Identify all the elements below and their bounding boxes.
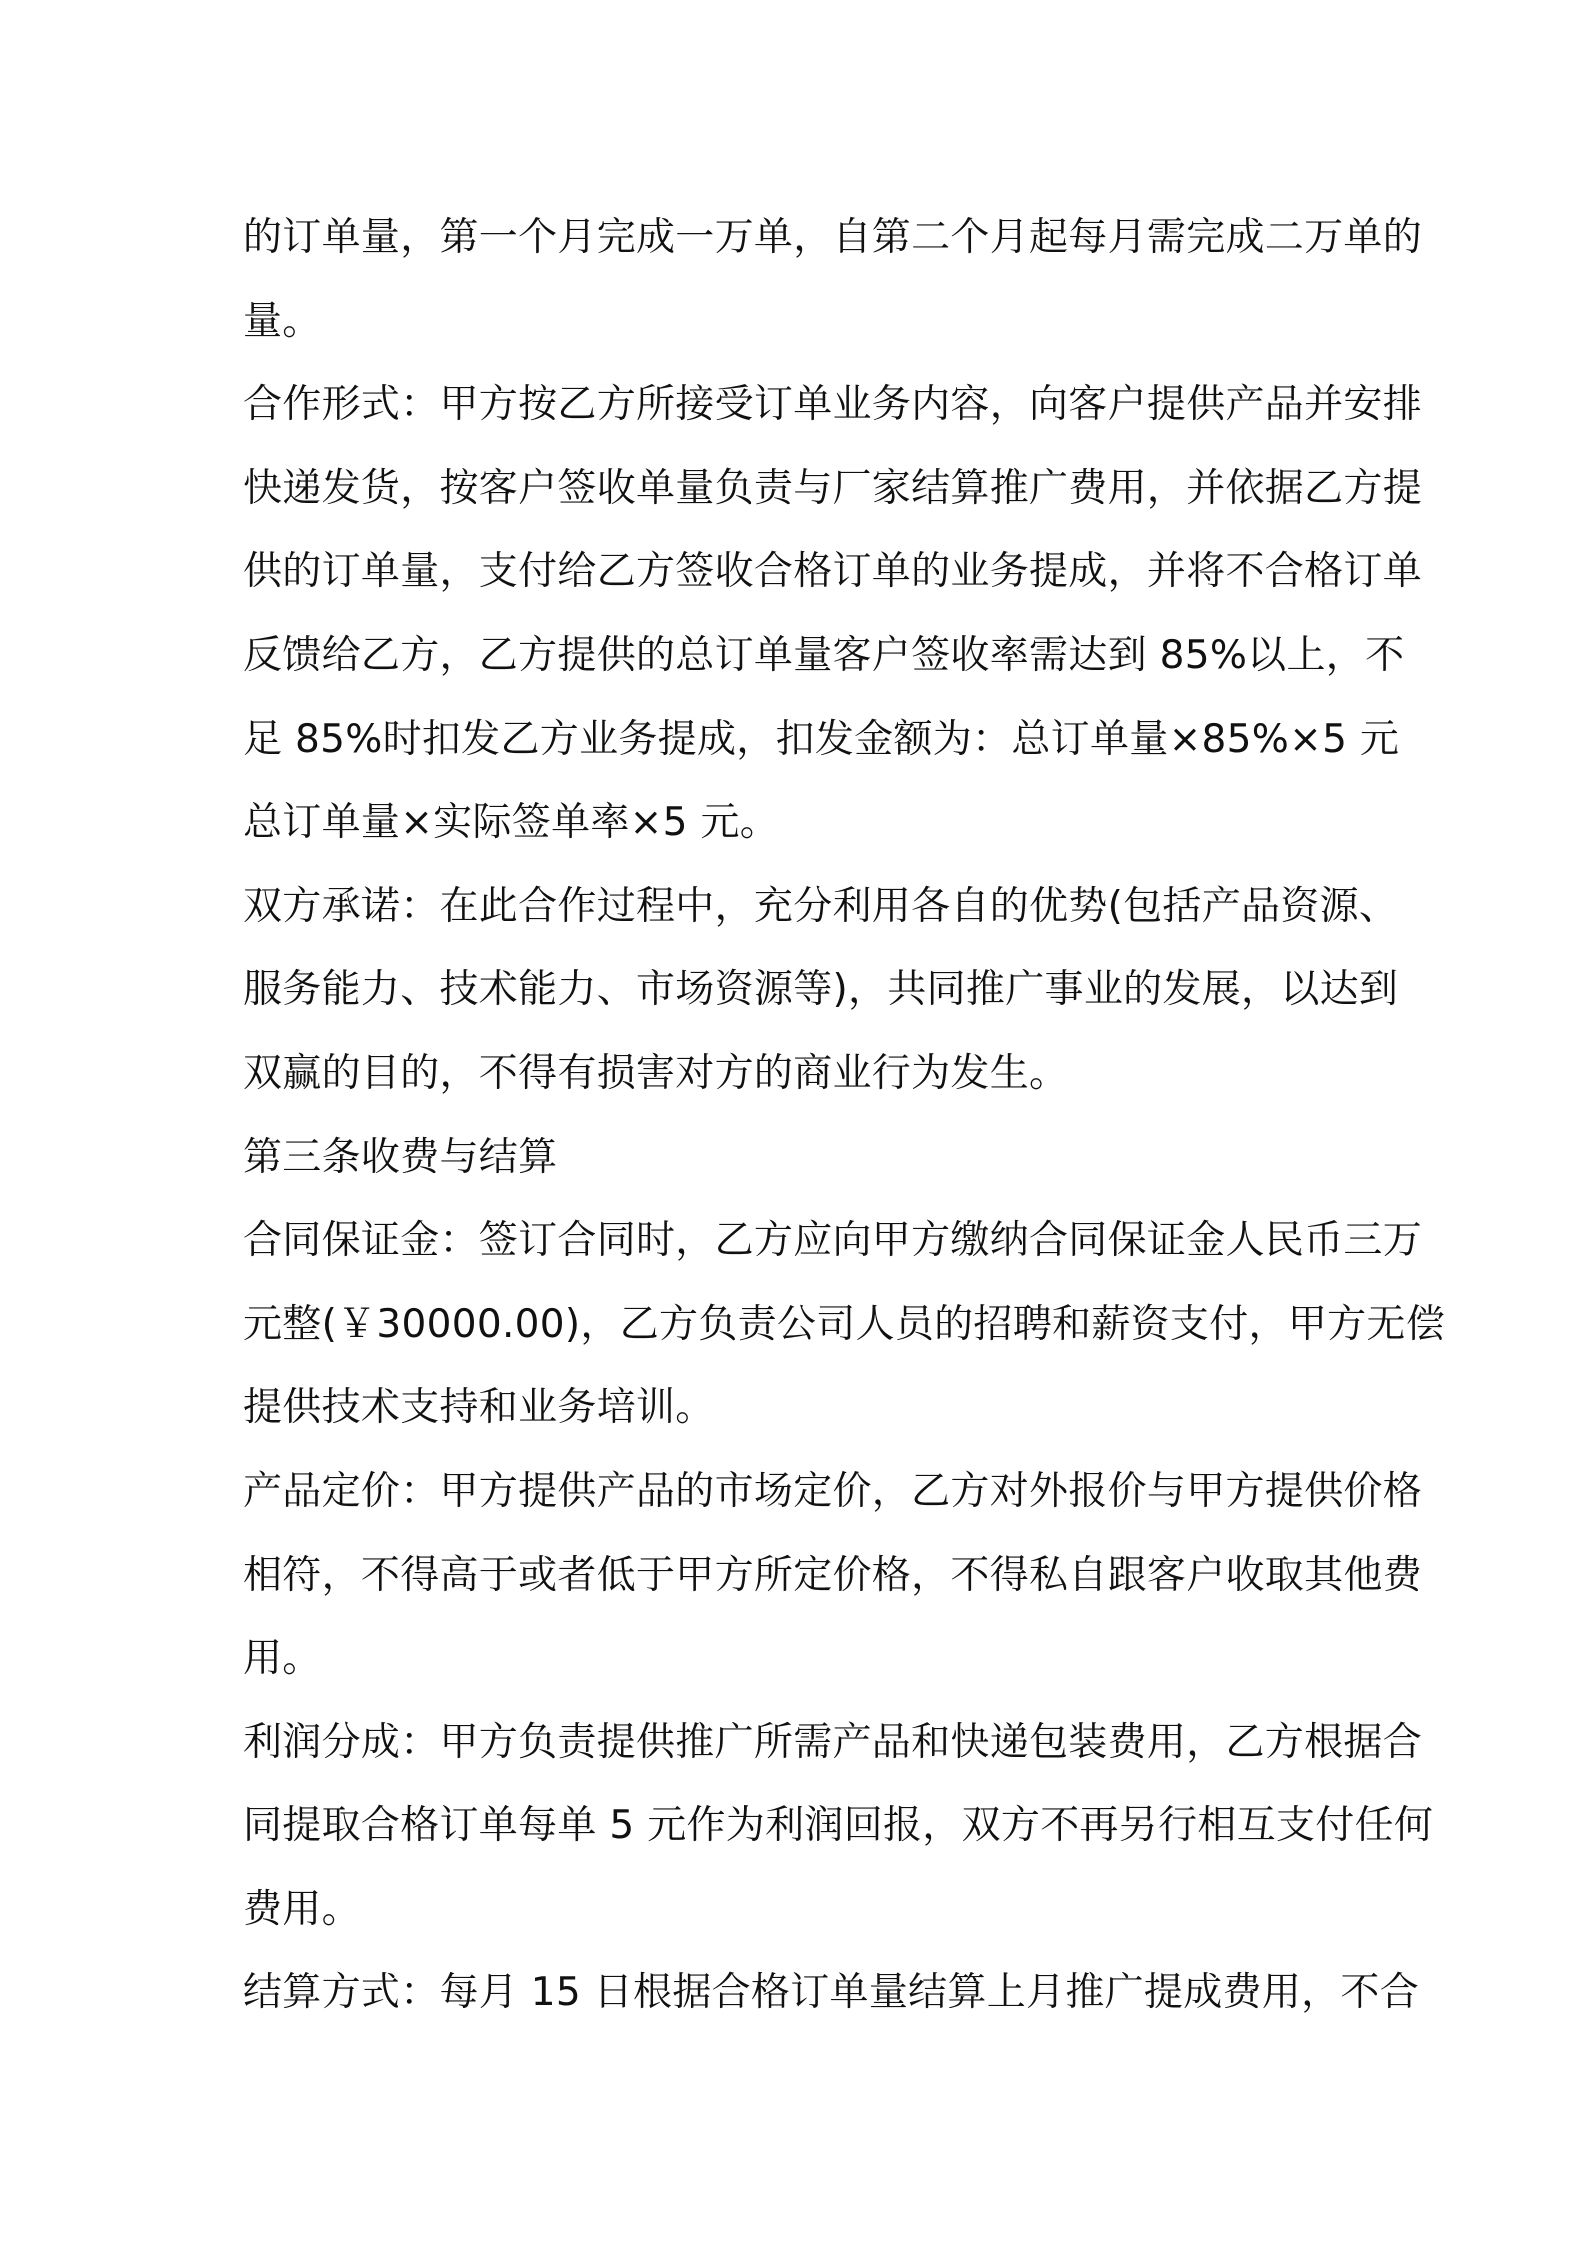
text-line: 足 85%时扣发乙方业务提成，扣发金额为：总订单量×85%×5 元 — [243, 716, 1400, 762]
text-line: 利润分成：甲方负责提供推广所需产品和快递包装费用，乙方根据合 — [243, 1719, 1423, 1765]
text-line: 反馈给乙方，乙方提供的总订单量客户签收率需达到 85%以上，不 — [243, 632, 1405, 678]
text-line: 元整(￥30000.00)，乙方负责公司人员的招聘和薪资支付，甲方无偿 — [243, 1301, 1446, 1347]
text-line: 同提取合格订单每单 5 元作为利润回报，双方不再另行相互支付任何 — [243, 1803, 1434, 1849]
text-line: 双方承诺：在此合作过程中，充分利用各自的优势(包括产品资源、 — [243, 883, 1399, 929]
text-line: 费用。 — [243, 1886, 361, 1932]
text-line: 双赢的目的，不得有损害对方的商业行为发生。 — [243, 1050, 1069, 1096]
text-line: 供的订单量，支付给乙方签收合格订单的业务提成，并将不合格订单 — [243, 549, 1423, 595]
text-line: 合同保证金：签订合同时，乙方应向甲方缴纳合同保证金人民币三万 — [243, 1218, 1423, 1264]
text-line: 结算方式：每月 15 日根据合格订单量结算上月推广提成费用，不合 — [243, 1970, 1420, 2016]
text-line: 用。 — [243, 1636, 322, 1682]
text-line: 服务能力、技术能力、市场资源等)，共同推广事业的发展，以达到 — [243, 967, 1399, 1013]
document-page — [243, 196, 1446, 2035]
text-line: 提供技术支持和业务培训。 — [243, 1385, 715, 1431]
text-line: 快递发货，按客户签收单量负责与厂家结算推广费用，并依据乙方提 — [243, 465, 1423, 511]
section-heading: 第三条收费与结算 — [243, 1134, 558, 1180]
text-line: 产品定价：甲方提供产品的市场定价，乙方对外报价与甲方提供价格 — [243, 1468, 1423, 1514]
text-line: 合作形式：甲方按乙方所接受订单业务内容，向客户提供产品并安排 — [243, 382, 1423, 428]
text-line: 总订单量×实际签单率×5 元。 — [243, 800, 780, 846]
text-line: 量。 — [243, 298, 322, 344]
text-line: 的订单量，第一个月完成一万单，自第二个月起每月需完成二万单的 — [243, 215, 1423, 260]
text-line: 相符，不得高于或者低于甲方所定价格，不得私自跟客户收取其他费 — [243, 1552, 1423, 1598]
